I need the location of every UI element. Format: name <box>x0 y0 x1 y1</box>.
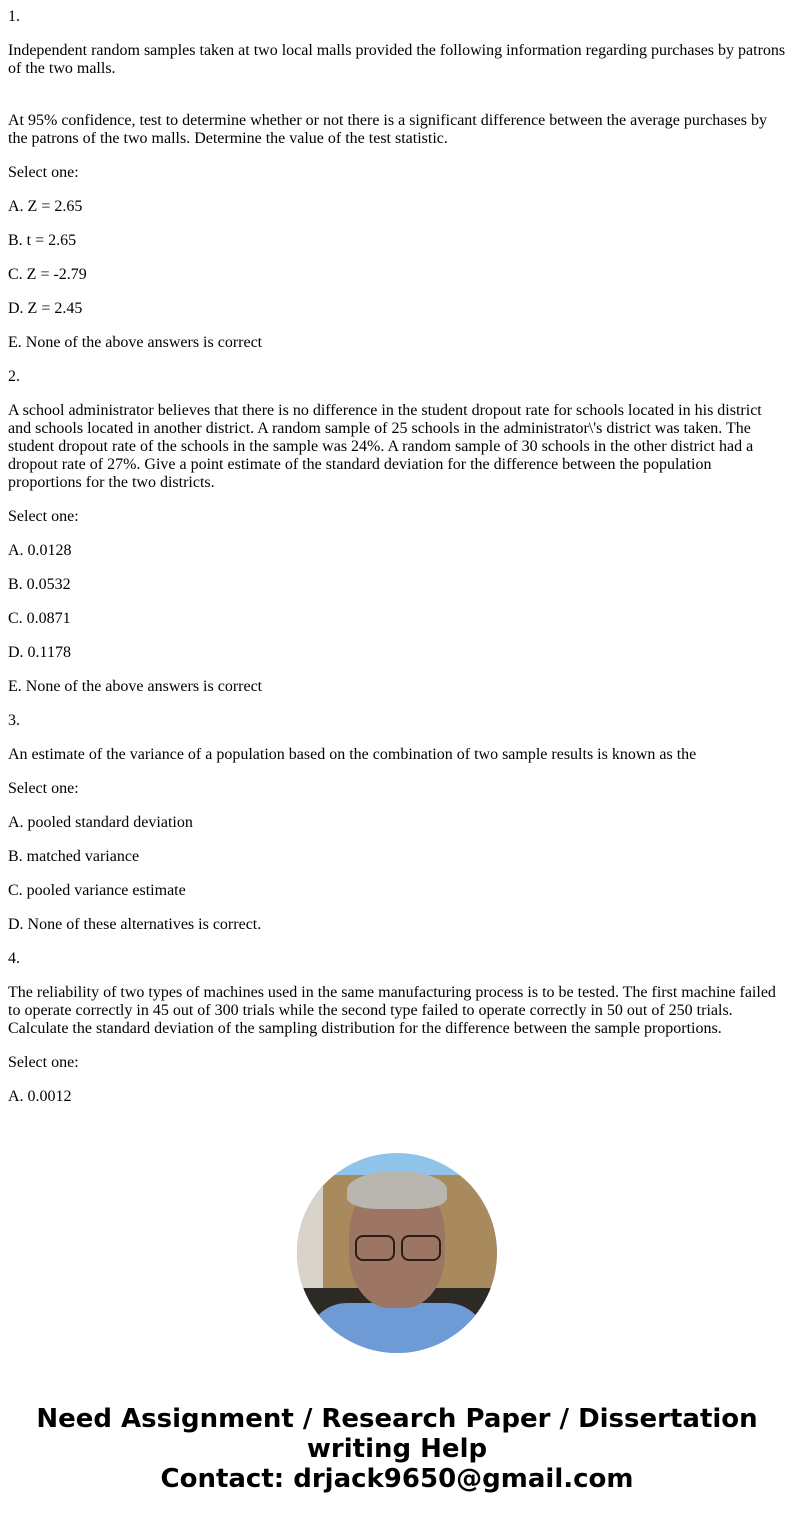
missing-table-space <box>8 94 786 112</box>
question-2-number: 2. <box>8 368 20 385</box>
question-3-number: 3. <box>8 712 20 729</box>
contact-email: Contact: drjack9650@gmail.com <box>160 1464 634 1494</box>
question-2-option-d: D. 0.1178 <box>8 644 71 661</box>
question-4-option-a: A. 0.0012 <box>8 1088 72 1105</box>
question-1-text-2: At 95% confidence, test to determine whether or not there is a significant difference between the average purchases by the patrons of the two malls. Determine the value of the test statistic. <box>8 112 767 147</box>
avatar <box>297 1153 497 1353</box>
question-1-option-c: C. Z = -2.79 <box>8 266 87 283</box>
question-3-option-b: B. matched variance <box>8 848 140 865</box>
question-1-prompt: Select one: <box>8 164 79 181</box>
question-3-option-d: D. None of these alternatives is correct. <box>8 916 262 933</box>
question-1-option-d: D. Z = 2.45 <box>8 300 83 317</box>
question-1-text: Independent random samples taken at two local malls provided the following information regarding purchases by patrons of the two malls. <box>8 42 786 77</box>
question-3-text: An estimate of the variance of a population based on the combination of two sample results is known as the <box>8 746 697 763</box>
question-2-option-b: B. 0.0532 <box>8 576 71 593</box>
question-2-option-c: C. 0.0871 <box>8 610 71 627</box>
question-4-number: 4. <box>8 950 20 967</box>
question-1-option-a: A. Z = 2.65 <box>8 198 83 215</box>
promo-line-1: Need Assignment / Research Paper / Dissertation <box>36 1404 758 1434</box>
question-4-text: The reliability of two types of machines used in the same manufacturing process is to be tested. The first machine failed to operate correctly in 45 out of 300 trials while the second type failed to operate correctly in 50 out of 250 trials. Calculate the standard deviation of the sampling distribution for the difference between the sample proportions. <box>8 984 776 1037</box>
question-1-option-b: B. t = 2.65 <box>8 232 77 249</box>
question-2-option-e: E. None of the above answers is correct <box>8 678 263 695</box>
author-photo <box>297 1153 497 1353</box>
question-2-text: A school administrator believes that there is no difference in the student dropout rate for schools located in his district and schools located in another district. A random sample of 25 schools in the administrator\'s district was taken. The student dropout rate of the schools in the sample was 24%. A random sample of 30 schools in the other district had a dropout rate of 27%. Give a point estimate of the standard deviation for the difference between the population proportions for the two districts. <box>8 402 762 491</box>
question-1-number: 1. <box>8 8 20 25</box>
promo-footer <box>0 1404 794 1494</box>
question-1-option-e: E. None of the above answers is correct <box>8 334 263 351</box>
question-2-option-a: A. 0.0128 <box>8 542 72 559</box>
question-4-prompt: Select one: <box>8 1054 79 1071</box>
promo-line-2: writing Help <box>306 1434 488 1464</box>
question-3-prompt: Select one: <box>8 780 79 797</box>
question-3-option-c: C. pooled variance estimate <box>8 882 186 899</box>
question-2-prompt: Select one: <box>8 508 79 525</box>
question-3-option-a: A. pooled standard deviation <box>8 814 193 831</box>
